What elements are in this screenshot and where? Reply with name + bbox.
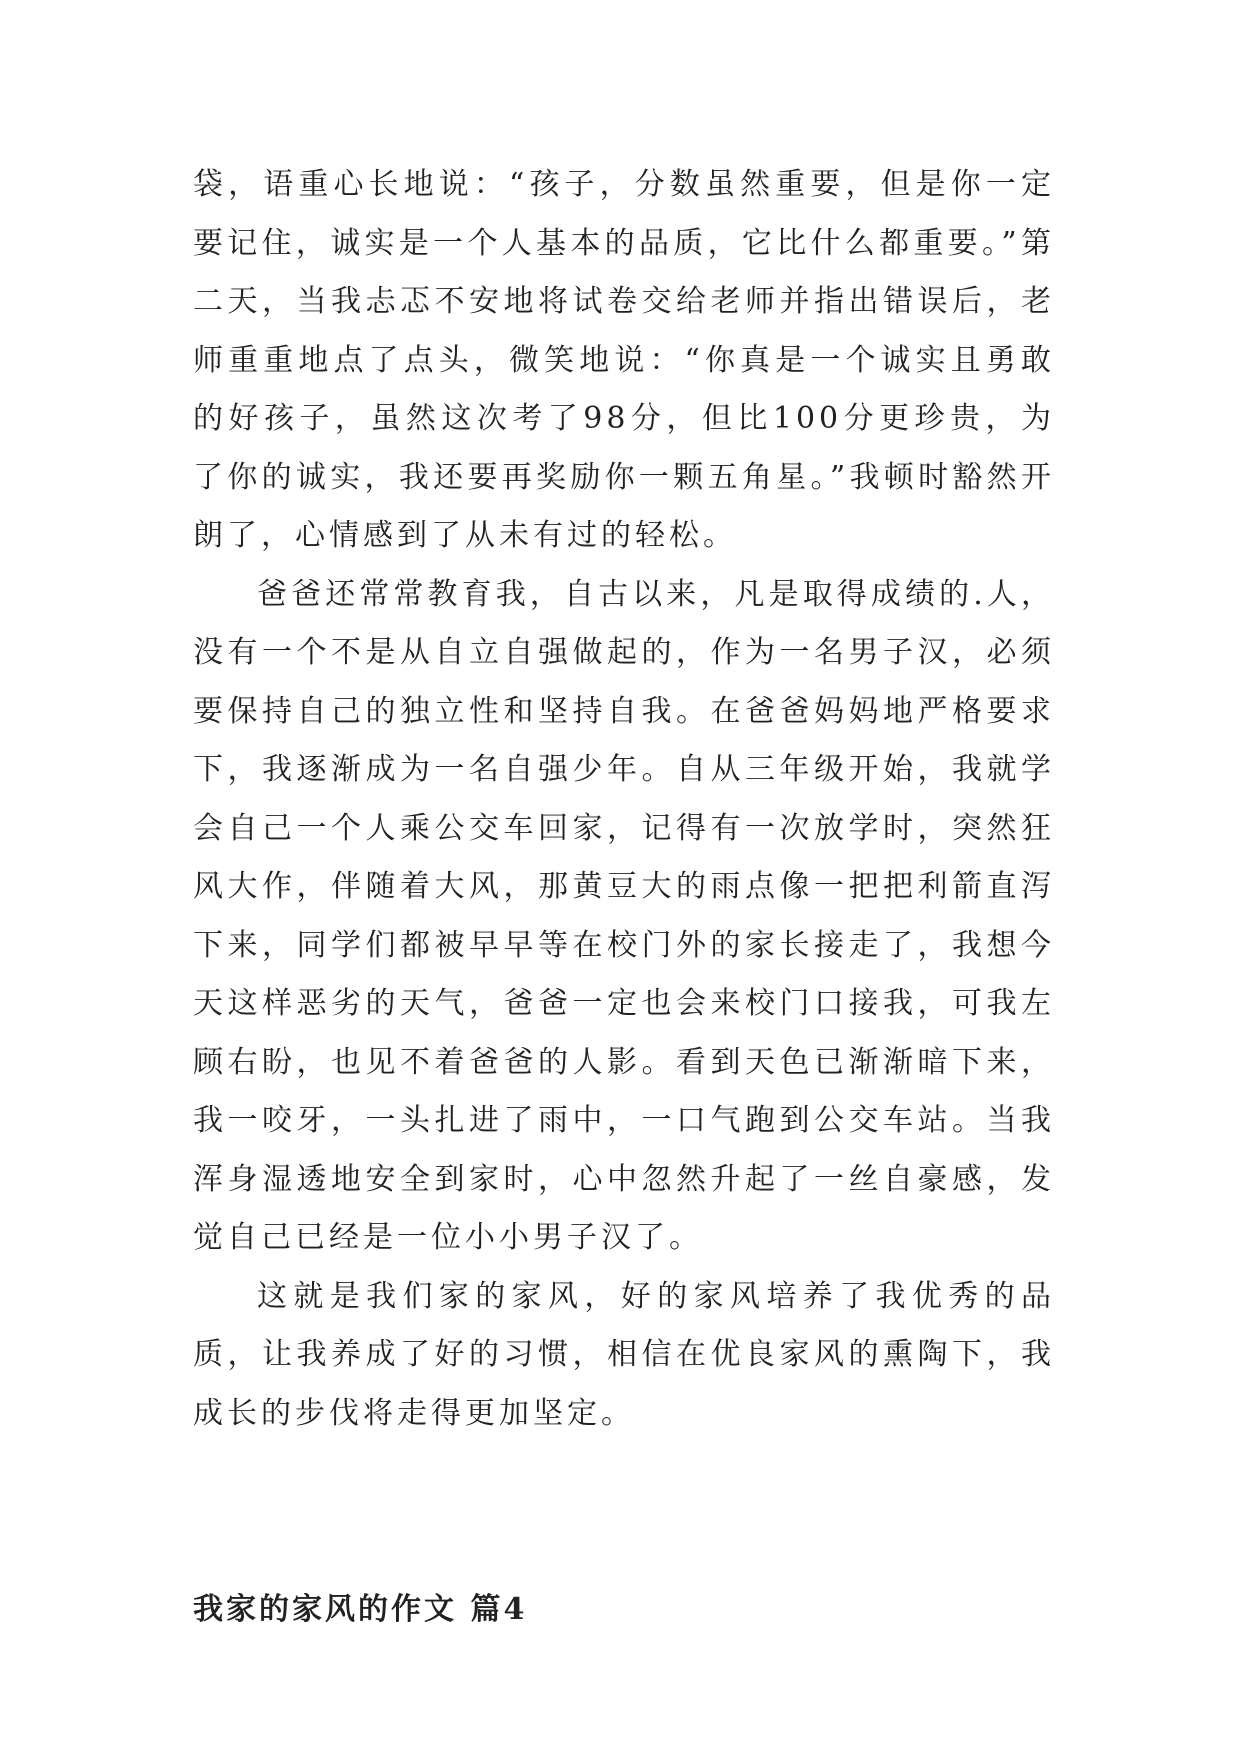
section-heading: 我家的家风的作文 篇4: [193, 1592, 528, 1627]
document-body: [193, 156, 1055, 1443]
paragraph-3: 这就是我们家的家风，好的家风培养了我优秀的品质，让我养成了好的习惯，相信在优良家风的熏陶下，我成长的步伐将走得更加坚定。: [193, 1278, 1055, 1431]
paragraph-2: 爸爸还常常教育我，自古以来，凡是取得成绩的.人，没有一个不是从自立自强做起的，作为一名男子汉，必须要保持自己的独立性和坚持自我。在爸爸妈妈地严格要求下，我逐渐成为一名自强少年。自从三年级开始，我就学会自己一个人乘公交车回家，记得有一次放学时，突然狂风大作，伴随着大风，那黄豆大的雨点像一把把利箭直泻下来，同学们都被早早等在校门外的家长接走了，我想今天这样恶劣的天气，爸爸一定也会来校门口接我，可我左顾右盼，也见不着爸爸的人影。看到天色已渐渐暗下来，我一咬牙，一头扎进了雨中，一口气跑到公交车站。当我浑身湿透地安全到家时，心中忽然升起了一丝自豪感，发觉自己已经是一位小小男子汉了。: [193, 576, 1055, 1255]
paragraph-1: 袋，语重心长地说：“孩子，分数虽然重要，但是你一定要记住，诚实是一个人基本的品质，它比什么都重要。”第二天，当我忐忑不安地将试卷交给老师并指出错误后，老师重重地点了点头，微笑地说：“你真是一个诚实且勇敢的好孩子，虽然这次考了98分，但比100分更珍贵，为了你的诚实，我还要再奖励你一颗五角星。”我顿时豁然开朗了，心情感到了从未有过的轻松。: [193, 167, 1055, 553]
